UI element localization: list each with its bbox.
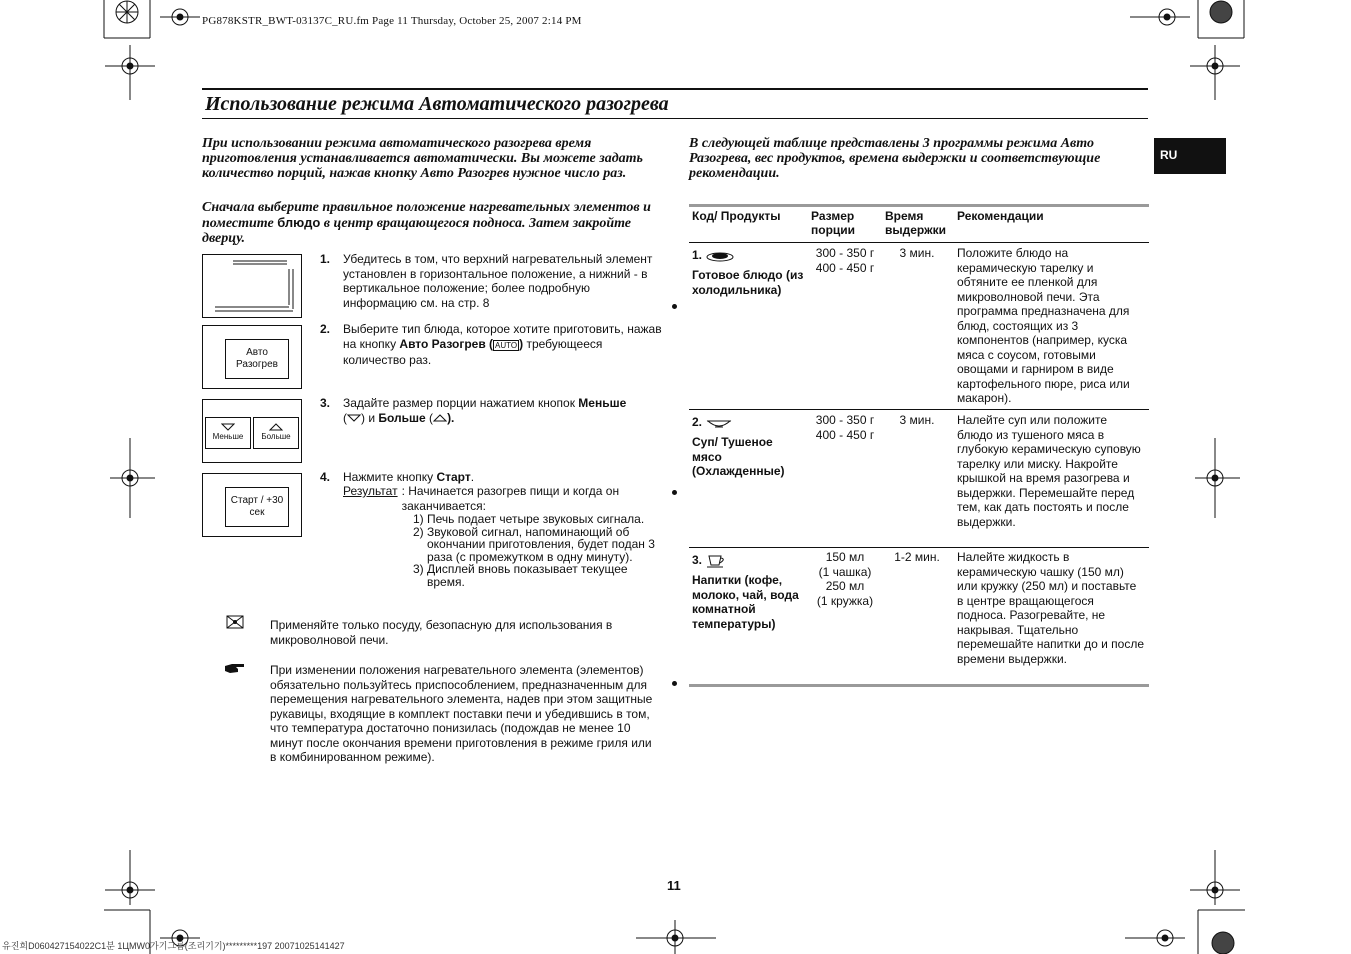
- auto-reheat-button[interactable]: Авто Разогрев: [225, 339, 289, 379]
- registration-mark-bottom-right: [1125, 850, 1251, 954]
- table-row-2-time: 3 мин.: [899, 413, 935, 427]
- table-rule: [689, 242, 1149, 243]
- column-dot: [672, 490, 677, 495]
- table-row-1-time: 3 мин.: [899, 246, 935, 260]
- note-2-text: При изменении положения нагревательного элемента (элементов) обязательно пользуйтесь приспособлением, предназначенным для перемещения нагревательного элемента, надев при этом защитные рукавицы, входящие в комплект поставки печи и убедившись в том, что температура достаточно понизилась (подождав не менее 10 минут после окончания времени приготовления в режиме гриля или в комбинированном режиме).: [270, 663, 653, 764]
- step-2-number: 2.: [320, 322, 331, 336]
- note-1-text: Применяйте только посуду, безопасную для использования в микроволновой печи.: [270, 618, 613, 647]
- up-triangle-icon: [269, 423, 283, 431]
- page-number: 11: [667, 878, 681, 893]
- registration-mark-top-left: [0, 0, 200, 110]
- table-header-time: Время выдержки: [885, 209, 946, 237]
- less-button[interactable]: Меньше: [205, 417, 251, 449]
- list-item: 3) Дисплей вновь показывает текущее время.: [413, 562, 628, 589]
- step-1-number: 1.: [320, 252, 331, 266]
- step-2-illustration: [202, 325, 302, 389]
- table-row-3-time: 1-2 мин.: [894, 550, 940, 564]
- step-1-text: Убедитесь в том, что верхний нагревательный элемент установлен в горизонтальное положение, а нижний - в вертикальное положение; более подробную информацию см. на стр. 8: [343, 252, 653, 310]
- registration-mark-top-right: [1130, 0, 1250, 110]
- registration-mark-mid-left: [110, 438, 160, 518]
- table-row-2-code: 2.: [692, 415, 733, 430]
- table-header-code: Код/ Продукты: [692, 209, 781, 223]
- step-4-illustration: [202, 473, 302, 537]
- auto-icon: AUTO: [495, 340, 518, 350]
- pointing-hand-icon: [224, 661, 246, 675]
- step-4-result: [343, 484, 663, 513]
- down-triangle-icon: [221, 423, 235, 431]
- table-row-1-rec: Положите блюдо на керамическую тарелку и обтяните ее пленкой для микроволновой печи. Эта программа предназначена для блюд, состоящих из 3 компонентов (например, куска мяса с соусом, готовыми овощами и гарниром в виде картофельного пюре, риса или макарон).: [957, 246, 1130, 405]
- result-list: [413, 513, 663, 588]
- column-dot: [672, 681, 677, 686]
- table-row-3-product: Напитки (кофе, молоко, чай, вода комнатной температуры): [692, 573, 799, 631]
- heating-element-diagram: [203, 255, 301, 317]
- table-header-recommendations: Рекомендации: [957, 209, 1044, 223]
- step-2-text: Выберите тип блюда, которое хотите приготовить, нажав на кнопку Авто Разогрев ( AUTO ) требующееся количество раз.: [343, 322, 662, 367]
- title-rule-top: [202, 88, 1148, 90]
- step-3-text: Задайте размер порции нажатием кнопок Меньше ( ) и Больше ( ).: [343, 396, 627, 425]
- table-row-1-code: 1.: [692, 248, 735, 263]
- table-row-1-portion: 300 - 350 г 400 - 450 г: [815, 246, 875, 275]
- table-rule: [689, 547, 1149, 548]
- title-rule-bottom: [202, 118, 1148, 119]
- table-top-rule: [689, 204, 1149, 207]
- table-rule: [689, 409, 1149, 410]
- column-dot: [672, 304, 677, 309]
- intro-paragraph-1: При использовании режима автоматического разогрева время приготовления устанавливается автоматически. Вы можете задать количество порций, нажав кнопку Авто Разогрев нужное число раз.: [202, 136, 643, 181]
- footer-print-line: 유진희D060427154022C1분 1ЦMW0가기그름(조리기기)*********197 20071025141427: [2, 941, 345, 951]
- table-bottom-rule: [689, 684, 1149, 687]
- step-3-illustration: [202, 399, 302, 463]
- table-row-3-code: 3.: [692, 553, 727, 568]
- cup-icon: [705, 554, 727, 568]
- list-item: 1) Печь подает четыре звуковых сигнала.: [413, 512, 645, 526]
- table-row-2-rec: Налейте суп или положите блюдо из тушеного мяса в глубокую керамическую суповую тарелку или миску. Накройте крышкой на время разогрева и выдержки. Перемешайте перед тем, как дать постоять и после выдержки.: [957, 413, 1141, 529]
- table-row-2-portion: 300 - 350 г 400 - 450 г: [815, 413, 875, 442]
- list-item: 2) Звуковой сигнал, напоминающий об окончании приготовления, будет подан 3 раза (с промежутком в одну минуту).: [413, 524, 655, 564]
- result-label: Результат: [343, 484, 398, 498]
- plate-icon: [705, 250, 735, 262]
- step-4-text: Нажмите кнопку Старт.: [343, 470, 475, 484]
- step-1-illustration: [202, 254, 302, 318]
- language-tab: RU: [1154, 138, 1226, 174]
- table-intro: В следующей таблице представлены 3 программы режима Авто Разогрева, вес продуктов, времена выдержки и соответствующие рекомендации.: [689, 136, 1101, 181]
- page-title: Использование режима Автоматического разогрева: [205, 93, 669, 115]
- table-header-portion: Размер порции: [811, 209, 856, 237]
- step-3-number: 3.: [320, 396, 331, 410]
- file-info-line: PG878KSTR_BWT-03137C_RU.fm Page 11 Thursday, October 25, 2007 2:14 PM: [202, 15, 582, 27]
- table-row-1-product: Готовое блюдо (из холодильника): [692, 268, 804, 297]
- soup-bowl-icon: [705, 417, 733, 429]
- up-triangle-icon: [433, 414, 447, 422]
- intro-paragraph-2: Сначала выберите правильное положение нагревательных элементов и поместите блюдо в центр вращающегося подноса. Затем закройте дверцу.: [202, 200, 651, 246]
- start-button[interactable]: Старт / +30 сек: [225, 487, 289, 527]
- down-triangle-icon: [347, 414, 361, 422]
- step-4-number: 4.: [320, 470, 331, 484]
- result-text: : Начинается разогрев пищи и когда он заканчивается:: [401, 484, 620, 513]
- table-row-2-product: Суп/ Тушеное мясо (Охлажденные): [692, 435, 785, 478]
- table-row-3-portion: 150 мл (1 чашка) 250 мл (1 кружка): [816, 550, 874, 608]
- table-row-3-rec: Налейте жидкость в керамическую чашку (150 мл) или кружку (250 мл) и поставьте в центре вращающегося подноса. Разогревайте, не накрывая. Тщательно перемешайте напитки до и после времени выдержки.: [957, 550, 1144, 666]
- registration-mark-bottom-center: [636, 915, 716, 954]
- registration-mark-mid-right: [1190, 438, 1240, 518]
- more-button[interactable]: Больше: [253, 417, 299, 449]
- dish-note-icon: [226, 615, 244, 629]
